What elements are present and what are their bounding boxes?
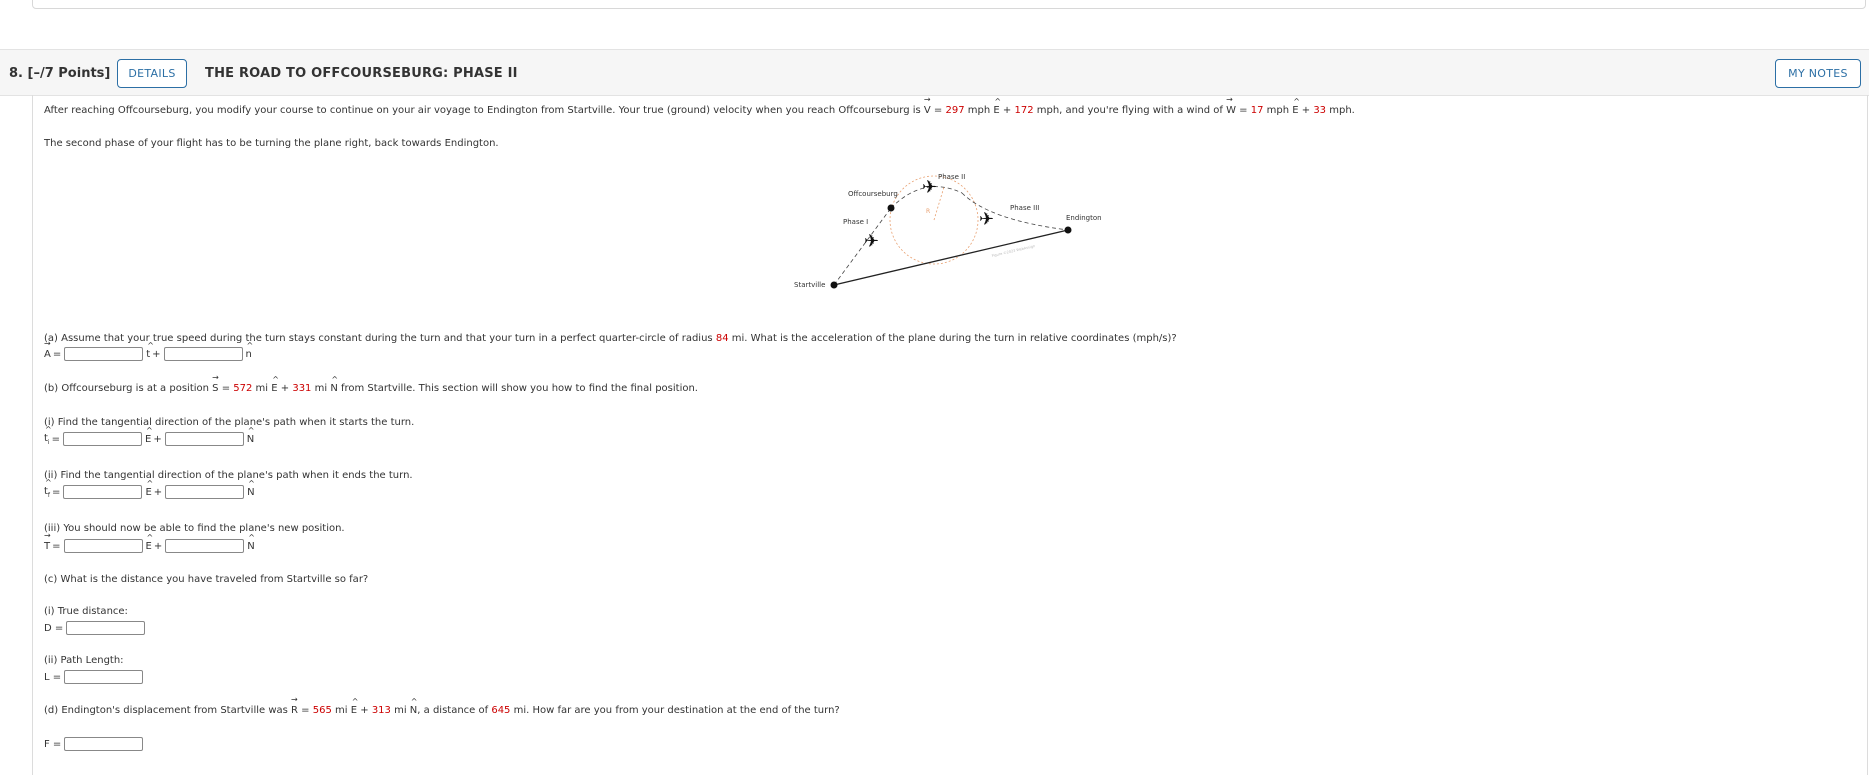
endington-dot [1065, 227, 1072, 234]
plane-phase3-icon: ✈ [979, 209, 995, 230]
part-a-t-input[interactable] [64, 347, 143, 361]
part-b-i-question: (i) Find the tangential direction of the plane's path when it starts the turn. [44, 417, 415, 428]
part-b-ii-question: (ii) Find the tangential direction of the plane's path when it ends the turn. [44, 470, 413, 481]
plane-phase1-icon: ✈ [864, 231, 880, 252]
part-b-iii-n-input[interactable] [165, 539, 244, 553]
label-phase2: Phase II [938, 173, 966, 181]
part-d-question: (d) Endington's displacement from Startville was → R = 565 mi ^ E + 313 mi ^ N, a distance of 645 mi. How far are you from your destination at the end of the turn? [44, 705, 840, 717]
question-number-text: 8. [9, 66, 23, 81]
part-b-i-n-input[interactable] [165, 432, 244, 446]
part-c-question: (c) What is the distance you have traveled from Startville so far? [44, 574, 369, 585]
label-radius: R [926, 208, 931, 215]
question-title: THE ROAD TO OFFCOURSEBURG: PHASE II [205, 66, 518, 81]
question-header [0, 49, 1869, 96]
part-b-ii-answer-row: ^ $t_f$ = ^ E + ^ N [44, 485, 255, 499]
label-phase3: Phase III [1010, 204, 1040, 212]
label-endington: Endington [1066, 214, 1102, 222]
question-number [9, 66, 110, 81]
part-b-iii-answer-row: → T = ^ E + ^ N [44, 539, 255, 553]
part-c-i-answer-row: D = [44, 621, 146, 635]
intro-paragraph: After reaching Offcourseburg, you modify your course to continue on your air voyage to Endington from Startville. Your true (ground) velocity when you reach Offcourseburg is → V = 297 mph ^ E + 172 mph, and you're flying with a wind of → W = 17 mph ^ E + 33 mph. [44, 105, 1355, 117]
true-distance-input[interactable] [66, 621, 145, 635]
part-b-ii-e-input[interactable] [63, 485, 142, 499]
intro-second-paragraph: The second phase of your flight has to be turning the plane right, back towards Endington. [44, 138, 499, 149]
part-c-i-question: (i) True distance: [44, 606, 128, 617]
part-b-question: (b) Offcourseburg is at a position → S = 572 mi ^ E + 331 mi ^ N from Startville. This section will show you how to find the final position. [44, 383, 698, 395]
part-a-answer-row: → A = ^ t + ^ n [44, 347, 252, 361]
final-distance-input[interactable] [64, 737, 143, 751]
part-b-iii-e-input[interactable] [64, 539, 143, 553]
accel-symbol: → A [44, 349, 51, 360]
label-startville: Startville [794, 281, 826, 289]
my-notes-button[interactable]: MY NOTES [1775, 59, 1861, 88]
label-offcourseburg: Offcourseburg [848, 190, 898, 198]
question-points: [–/7 Points] [27, 66, 111, 81]
label-phase1: Phase I [843, 218, 869, 226]
previous-question-box [32, 0, 1866, 9]
part-a-n-input[interactable] [164, 347, 243, 361]
details-button[interactable]: DETAILS [117, 59, 187, 88]
plane-phase2-icon: ✈ [922, 177, 938, 198]
figure-copyright: Figure ©2023 WebAssign [991, 244, 1036, 258]
offcourseburg-dot [888, 205, 895, 212]
part-b-i-answer-row: ^ $t_i$ = ^ E + ^ N [44, 432, 254, 446]
flight-path-diagram [754, 165, 1134, 295]
part-d-answer-row: F = [44, 737, 144, 751]
path-length-input[interactable] [64, 670, 143, 684]
startville-dot [831, 282, 838, 289]
part-c-ii-answer-row: L = [44, 670, 144, 684]
part-b-ii-n-input[interactable] [165, 485, 244, 499]
part-c-ii-question: (ii) Path Length: [44, 655, 124, 666]
part-b-iii-question: (iii) You should now be able to find the plane's new position. [44, 523, 345, 534]
part-b-i-e-input[interactable] [63, 432, 142, 446]
part-a-question: (a) Assume that your true speed during the turn stays constant during the turn and that your turn in a perfect quarter-circle of radius 84 mi. What is the acceleration of the plane during the turn in relative coordinates (mph/s)? [44, 333, 1177, 344]
